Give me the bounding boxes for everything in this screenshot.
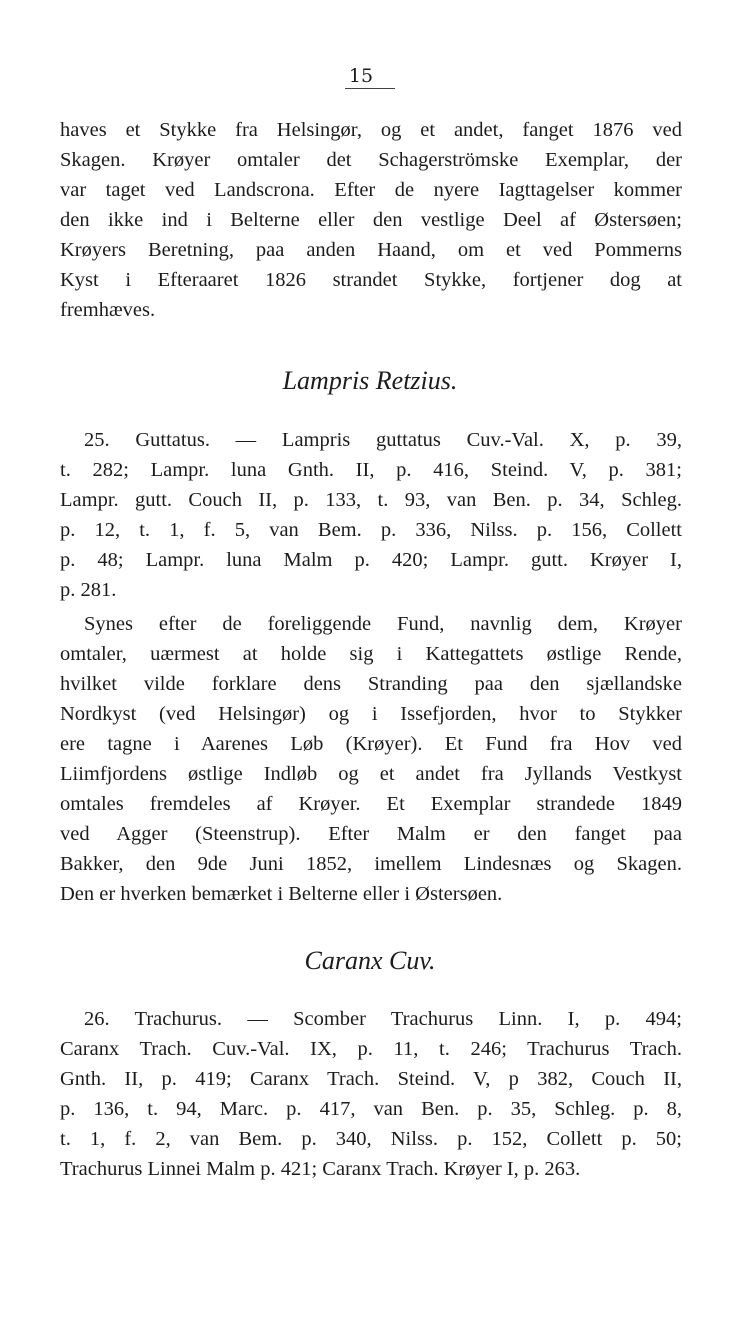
section-heading-caranx: Caranx Cuv.: [304, 946, 436, 975]
lampris-body-line-6: Liimfjordens østlige Indløb og et andet fra Jyllands Vestkyst: [60, 763, 682, 785]
lampris-body-line-10: Den er hverken bemærket i Belterne eller i Østersøen.: [60, 883, 503, 905]
lampris-body-line-3: hvilket vilde forklare dens Stranding paa den sjællandske: [60, 673, 682, 695]
lampris-reference-line-1: 25. Guttatus. — Lampris guttatus Cuv.-Val. X, p. 39,: [84, 429, 682, 451]
paragraph-1-line-4: den ikke ind i Belterne eller den vestlige Deel af Østersøen;: [60, 209, 682, 231]
lampris-body-line-7: omtales fremdeles af Krøyer. Et Exemplar strandede 1849: [60, 793, 682, 815]
page-number: 15: [0, 64, 740, 89]
lampris-reference-line-5: p. 48; Lampr. luna Malm p. 420; Lampr. gutt. Krøyer I,: [60, 549, 682, 571]
paragraph-1-line-2: Skagen. Krøyer omtaler det Schagerströmske Exemplar, der: [60, 149, 682, 171]
lampris-reference-line-6: p. 281.: [60, 579, 117, 601]
lampris-reference-line-2: t. 282; Lampr. luna Gnth. II, p. 416, Steind. V, p. 381;: [60, 459, 682, 481]
lampris-body-line-5: ere tagne i Aarenes Løb (Krøyer). Et Fund fra Hov ved: [60, 733, 682, 755]
lampris-reference-line-4: p. 12, t. 1, f. 5, van Bem. p. 336, Nilss. p. 156, Collett: [60, 519, 682, 541]
caranx-reference-line-5: t. 1, f. 2, van Bem. p. 340, Nilss. p. 152, Collett p. 50;: [60, 1128, 682, 1150]
caranx-reference-line-1: 26. Trachurus. — Scomber Trachurus Linn. I, p. 494;: [84, 1008, 682, 1030]
paragraph-1-line-5: Krøyers Beretning, paa anden Haand, om et ved Pommerns: [60, 239, 682, 261]
caranx-reference-line-2: Caranx Trach. Cuv.-Val. IX, p. 11, t. 246; Trachurus Trach.: [60, 1038, 682, 1060]
lampris-body-line-1: Synes efter de foreliggende Fund, navnlig dem, Krøyer: [84, 613, 682, 635]
lampris-body-line-9: Bakker, den 9de Juni 1852, imellem Lindesnæs og Skagen.: [60, 853, 682, 875]
paragraph-1-line-7: fremhæves.: [60, 299, 156, 321]
paragraph-1-line-1: haves et Stykke fra Helsingør, og et andet, fanget 1876 ved: [60, 119, 682, 141]
lampris-body-line-8: ved Agger (Steenstrup). Efter Malm er den fanget paa: [60, 823, 682, 845]
lampris-body-line-2: omtaler, uærmest at holde sig i Kattegattets østlige Rende,: [60, 643, 682, 665]
section-heading-lampris: Lampris Retzius.: [282, 366, 458, 395]
caranx-reference-line-6: Trachurus Linnei Malm p. 421; Caranx Trach. Krøyer I, p. 263.: [60, 1158, 581, 1180]
lampris-reference-line-3: Lampr. gutt. Couch II, p. 133, t. 93, van Ben. p. 34, Schleg.: [60, 489, 682, 511]
caranx-reference-line-4: p. 136, t. 94, Marc. p. 417, van Ben. p. 35, Schleg. p. 8,: [60, 1098, 682, 1120]
paragraph-1-line-6: Kyst i Efteraaret 1826 strandet Stykke, fortjener dog at: [60, 269, 682, 291]
caranx-reference-line-3: Gnth. II, p. 419; Caranx Trach. Steind. V, p 382, Couch II,: [60, 1068, 682, 1090]
lampris-body-line-4: Nordkyst (ved Helsingør) og i Issefjorden, hvor to Stykker: [60, 703, 682, 725]
paragraph-1-line-3: var taget ved Landscrona. Efter de nyere Iagttagelser kommer: [60, 179, 682, 201]
